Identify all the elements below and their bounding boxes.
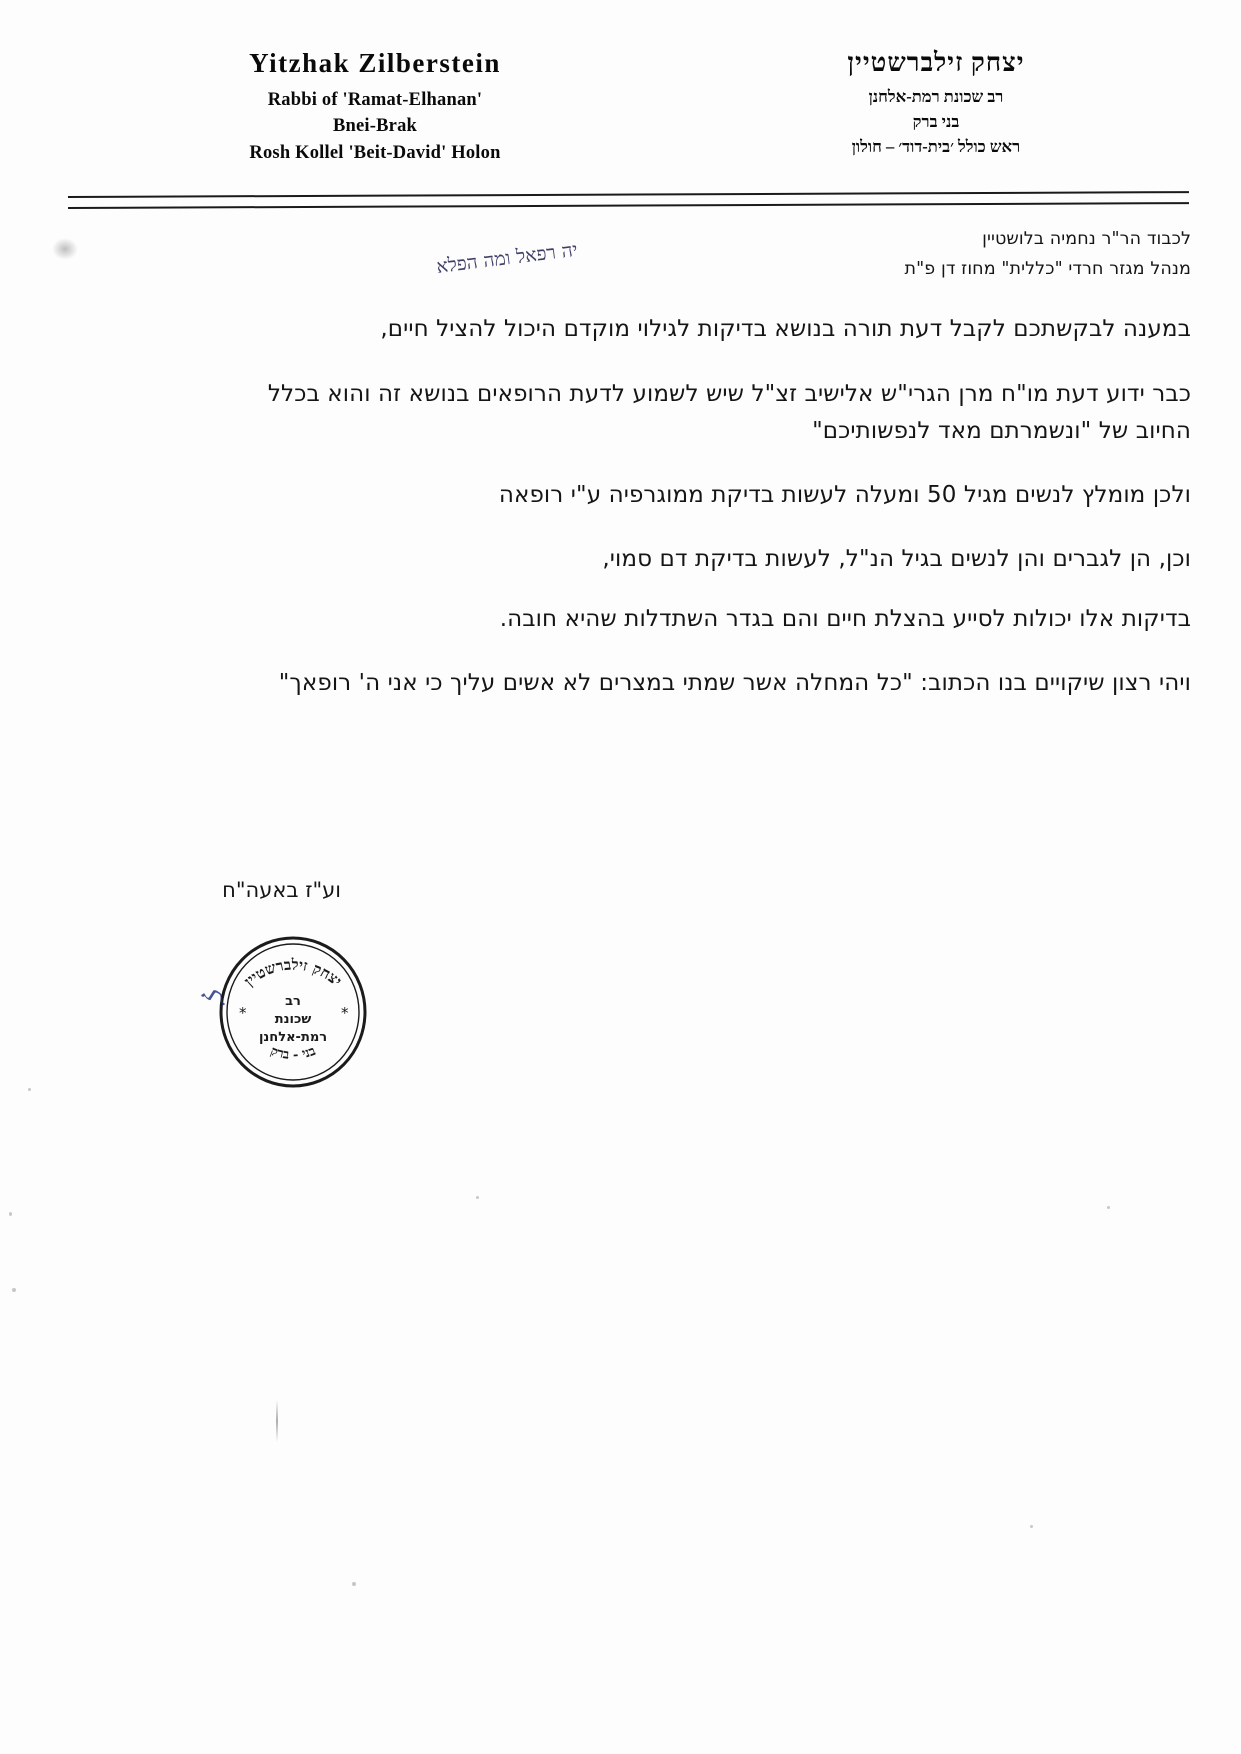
scan-hairline xyxy=(276,1400,278,1442)
svg-text:רמת-אלחנן: רמת-אלחנן xyxy=(258,1030,328,1045)
letterhead xyxy=(60,48,1181,183)
scan-speck xyxy=(12,1288,16,1292)
svg-text:בני - ברק: בני - ברק xyxy=(268,1043,318,1063)
letterhead-name-hebrew: יצחק זילברשטיין xyxy=(847,48,1025,77)
svg-text:רב: רב xyxy=(285,994,301,1009)
scan-speck xyxy=(476,1196,479,1199)
scan-speck xyxy=(28,1088,31,1091)
letterhead-title-english-3: Rosh Kollel 'Beit-David' Holon xyxy=(249,142,501,163)
svg-text:*: * xyxy=(239,1004,247,1022)
svg-text:שכונת: שכונת xyxy=(274,1012,312,1027)
letter-paragraph: וכן, הן לגברים והן לנשים בגיל הנ"ל, לעשות בדיקת דם סמוי, xyxy=(602,546,1191,573)
svg-text:*: * xyxy=(341,1004,349,1022)
addressee-line-1: לכבוד הר"ר נחמיה בלושטיין xyxy=(982,229,1191,249)
addressee-line-2: מנהל מגזר חרדי "כללית" מחוז דן פ"ת xyxy=(904,258,1191,279)
scan-speck xyxy=(352,1582,356,1586)
letterhead-title-hebrew-3: ראש כולל ׳בית-דוד׳ – חולון xyxy=(851,136,1021,156)
scan-speck xyxy=(9,1212,12,1216)
handwritten-note: יה רפאל ומה הפלא xyxy=(435,238,579,278)
letter-paragraph: כבר ידוע דעת מו"ח מרן הגרי"ש אלישיב זצ"ל שיש לשמוע לדעת הרופאים בנושא זה והוא בכלל החיוב של "ונשמרתם מאד לנפשותיכם" xyxy=(267,380,1191,444)
letter-paragraph: במענה לבקשתכם לקבל דעת תורה בנושא בדיקות לגילוי מוקדם היכול להציל חיים, xyxy=(380,316,1191,343)
letterhead-title-english-1: Rabbi of 'Ramat-Elhanan' xyxy=(267,90,483,110)
letter-paragraph: ויהי רצון שיקויים בנו הכתוב: "כל המחלה אשר שמתי במצרים לא אשים עליך כי אני ה' רופאך" xyxy=(278,669,1191,696)
signature-scribble: ל xyxy=(198,982,236,1013)
letterhead-title-english-2: Bnei-Brak xyxy=(332,116,418,137)
letter-signoff: וע"ז באעה"ח xyxy=(222,878,341,902)
scan-smudge xyxy=(52,238,78,260)
letterhead-title-hebrew-2: בני ברק xyxy=(912,111,960,131)
letter-paragraph: בדיקות אלו יכולות לסייע בהצלת חיים והם בגדר השתדלות שהיא חובה. xyxy=(499,605,1191,632)
scan-speck xyxy=(1107,1206,1110,1209)
letterhead-name-english: Yitzhak Zilberstein xyxy=(249,48,501,78)
letterhead-title-hebrew-1: רב שכונת רמת-אלחנן xyxy=(868,87,1004,106)
letter-paragraph: ולכן מומלץ לנשים מגיל 50 ומעלה לעשות בדיקת ממוגרפיה ע"י רופאה xyxy=(498,482,1191,508)
letterhead-divider xyxy=(68,191,1189,209)
svg-text:יצחק זילברשטיין: יצחק זילברשטיין xyxy=(240,955,346,990)
letterhead-hebrew xyxy=(721,48,1151,159)
scan-speck xyxy=(1030,1525,1033,1528)
letterhead-english xyxy=(165,48,585,166)
